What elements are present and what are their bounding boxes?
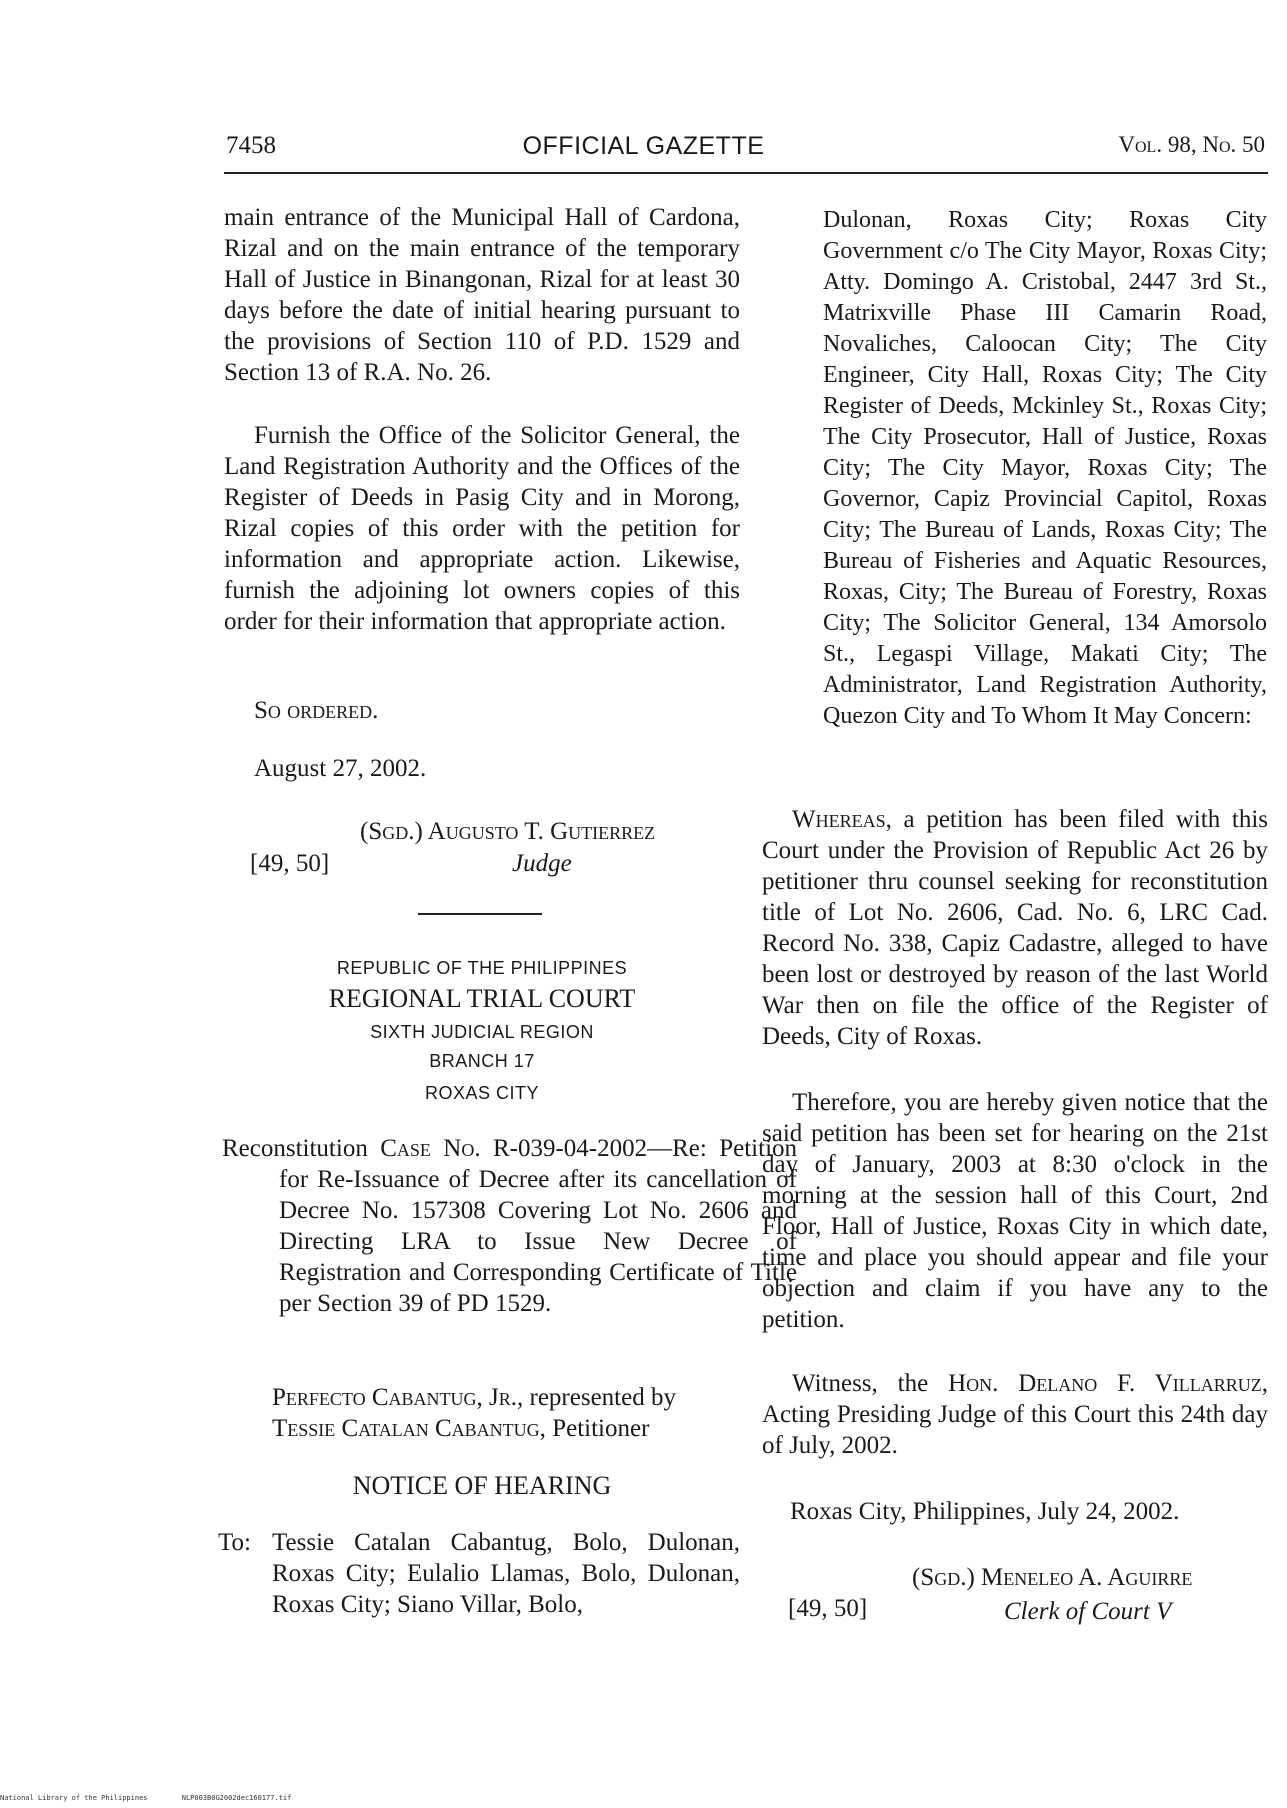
notice-title: NOTICE OF HEARING: [352, 1471, 612, 1500]
witness-post: Acting Presiding Judge of this Court this 24th day of July, 2002.: [762, 1401, 1268, 1459]
issue-ref-right: [49, 50]: [788, 1595, 868, 1622]
to-block: [218, 1527, 740, 1620]
place-date: Roxas City, Philippines, July 24, 2002.: [790, 1498, 1180, 1525]
petitioner-mid: represented by: [529, 1384, 676, 1411]
clerk-signature: (Sgd.) Meneleo A. Aguirre: [912, 1564, 1193, 1591]
judge-signature: (Sgd.) Augusto T. Gutierrez: [360, 818, 656, 845]
judge-title: Judge: [512, 850, 572, 877]
therefore-paragraph: Therefore, you are hereby given notice that the said petition has been set for hearing on the 21st day of January, 2003 at 8:30 o'clock in the morning at the session hall of this Court, 2nd Floor, Hall of Justice, Roxas City in which date, time and place you should appear and file your objection and claim if you have any to the petition.: [762, 1089, 1268, 1333]
case-label: Case No.: [380, 1135, 481, 1162]
witness-name: Hon. Delano F. Villarruz,: [948, 1370, 1269, 1397]
petitioner-role: Petitioner: [552, 1415, 650, 1442]
case-caption: [222, 1133, 797, 1319]
witness-pre: Witness, the: [792, 1370, 929, 1397]
header-rule: [224, 172, 1268, 174]
to-label: To:: [218, 1529, 251, 1556]
clerk-title: Clerk of Court V: [1004, 1598, 1172, 1625]
left-para-continuation: main entrance of the Municipal Hall of Cardona, Rizal and on the main entrance of the temporary Hall of Justice in Binangonan, Rizal for at least 30 days before the date of initial hearing pursuant to the provisions of Section 110 of P.D. 1529 and Section 13 of R.A. No. 26.: [224, 204, 740, 386]
court-region: SIXTH JUDICIAL REGION: [370, 1022, 594, 1042]
page-number: 7458: [226, 132, 276, 159]
court-name: REGIONAL TRIAL COURT: [328, 984, 636, 1013]
petitioner-block: [272, 1382, 740, 1444]
case-prefix: Reconstitution: [222, 1135, 368, 1162]
recipients-continued: Dulonan, Roxas City; Roxas City Government c/o The City Mayor, Roxas City; Atty. Domingo A. Cristobal, 2447 3rd St., Matrixville Phase III Camarin Road, Novaliches, Caloocan City; The City Engineer, City Hall, Roxas City; The City Register of Deeds, Mckinley St., Roxas City; The City Prosecutor, Hall of Justice, Roxas City; The City Mayor, Roxas City; The Governor, Capiz Provincial Capitol, Roxas City; The Bureau of Lands, Roxas City; The Bureau of Fisheries and Aquatic Resources, Roxas, City; The Bureau of Forestry, Roxas City; The Solicitor General, 134 Amorsolo St., Legaspi Village, Makati City; The Administrator, Land Registration Authority, Quezon City and To Whom It May Concern:: [823, 207, 1267, 729]
footer-file-id: NLP003B0G2002dec160177.tif: [181, 1794, 292, 1802]
court-branch: BRANCH 17: [429, 1051, 535, 1071]
volume-number: Vol. 98, No. 50: [1118, 132, 1265, 157]
to-recipients: Tessie Catalan Cabantug, Bolo, Dulonan, Roxas City; Eulalio Llamas, Bolo, Dulonan, Roxas City; Siano Villar, Bolo,: [272, 1529, 740, 1618]
case-description: R-039-04-2002—Re: Petition for Re-Issuance of Decree after its cancellation of Decree No. 157308 Covering Lot No. 2606 and Directing LRA to Issue New Decree of Registration and Corresponding Certificate of Title per Section 39 of PD 1529.: [279, 1135, 798, 1317]
publication-title: OFFICIAL GAZETTE: [522, 132, 765, 160]
court-republic: REPUBLIC OF THE PHILIPPINES: [336, 958, 628, 978]
footer-library: National Library of the Philippines: [0, 1794, 148, 1802]
court-city: ROXAS CITY: [424, 1083, 540, 1103]
whereas-paragraph: [762, 804, 1268, 1052]
whereas-text: a petition has been filed with this Court under the Provision of Republic Act 26 by petitioner thru counsel seeking for reconstitution title of Lot No. 2606, Cad. No. 6, LRC Cad. Record No. 338, Capiz Cadastre, alleged to have been lost or destroyed by reason of the last World War then on file the office of the Register of Deeds, City of Roxas.: [762, 806, 1269, 1050]
witness-paragraph: [762, 1368, 1268, 1461]
order-date: August 27, 2002.: [254, 755, 427, 782]
so-ordered: So ordered.: [254, 697, 379, 724]
representative-name: Tessie Catalan Cabantug,: [272, 1415, 546, 1442]
section-divider: [418, 913, 542, 915]
issue-ref-left: [49, 50]: [250, 850, 330, 877]
left-para-furnish: Furnish the Office of the Solicitor General, the Land Registration Authority and the Offices of the Register of Deeds in Pasig City and in Morong, Rizal copies of this order with the petition for information and appropriate action. Likewise, furnish the adjoining lot owners copies of this order for their information that appropriate action.: [224, 422, 740, 635]
whereas-word: Whereas,: [792, 806, 892, 833]
petitioner-name: Perfecto Cabantug, Jr.,: [272, 1384, 524, 1411]
scan-footer: [0, 1794, 291, 1802]
